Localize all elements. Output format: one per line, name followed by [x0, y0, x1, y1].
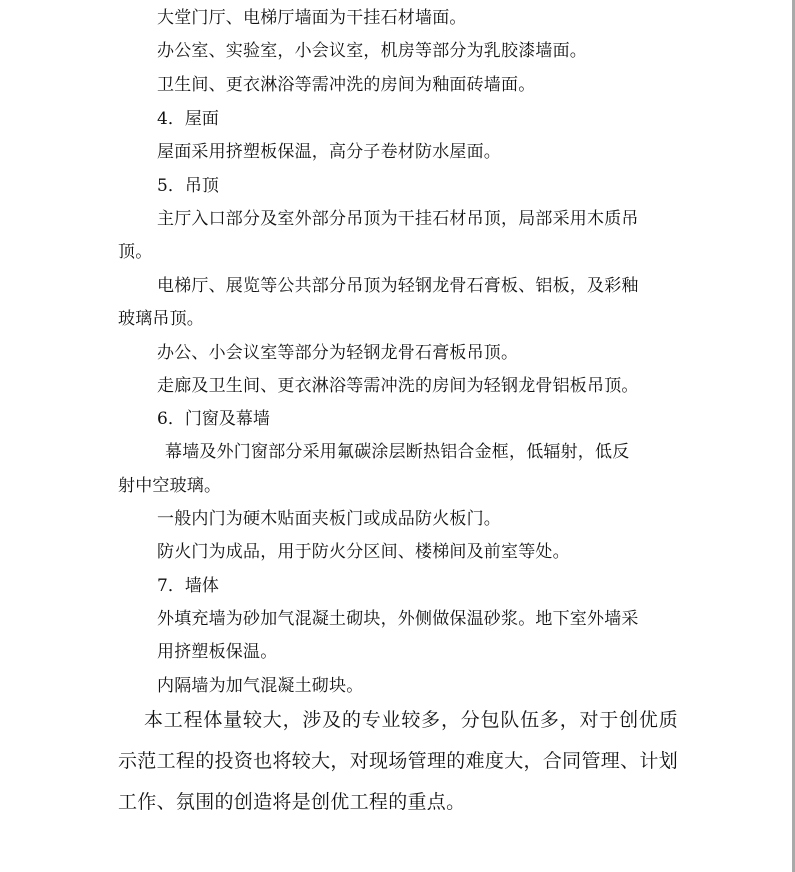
wall-finish-office-line: 办公室、实验室，小会议室，机房等部分为乳胶漆墙面。: [157, 41, 587, 61]
ceiling-main-hall-line: 主厅入口部分及室外部分吊顶为干挂石材吊顶，局部采用木质吊: [157, 209, 639, 229]
curtain-wall-line: 幕墙及外门窗部分采用氟碳涂层断热铝合金框，低辐射，低反: [165, 442, 630, 462]
section-heading-ceiling: 5．吊顶: [157, 176, 219, 196]
fire-doors-line: 防火门为成品，用于防火分区间、楼梯间及前室等处。: [157, 542, 570, 562]
interior-partition-line: 内隔墙为加气混凝土砌块。: [157, 676, 364, 696]
section-heading-roof: 4．屋面: [157, 109, 219, 129]
ceiling-elevator-hall-continuation: 玻璃吊顶。: [118, 309, 204, 329]
curtain-wall-continuation: 射中空玻璃。: [118, 476, 222, 496]
ceiling-office-line: 办公、小会议室等部分为轻钢龙骨石膏板吊顶。: [157, 343, 519, 363]
closing-paragraph: 本工程体量较大，涉及的专业较多，分包队伍多，对于创优质示范工程的投资也将较大，对现场管理的难度大，合同管理、计划工作、氛围的创造将是创优工程的重点。: [118, 709, 678, 813]
exterior-infill-wall-line: 外填充墙为砂加气混凝土砌块，外侧做保温砂浆。地下室外墙采: [157, 609, 639, 629]
ceiling-corridor-line: 走廊及卫生间、更衣淋浴等需冲洗的房间为轻钢龙骨铝板吊顶。: [157, 376, 639, 396]
wall-finish-lobby-line: 大堂门厅、电梯厅墙面为干挂石材墙面。: [157, 8, 467, 28]
interior-doors-line: 一般内门为硬木贴面夹板门或成品防火板门。: [157, 509, 501, 529]
section-heading-walls: 7．墙体: [157, 576, 219, 596]
exterior-infill-wall-continuation: 用挤塑板保温。: [157, 642, 278, 662]
section-heading-doors-curtain-wall: 6．门窗及幕墙: [157, 409, 270, 429]
roof-description-line: 屋面采用挤塑板保温，高分子卷材防水屋面。: [157, 142, 501, 162]
ceiling-elevator-hall-line: 电梯厅、展览等公共部分吊顶为轻钢龙骨石膏板、铝板，及彩釉: [157, 276, 639, 296]
ceiling-main-hall-continuation: 顶。: [118, 242, 153, 262]
wall-finish-restroom-line: 卫生间、更衣淋浴等需冲洗的房间为釉面砖墙面。: [157, 75, 536, 95]
